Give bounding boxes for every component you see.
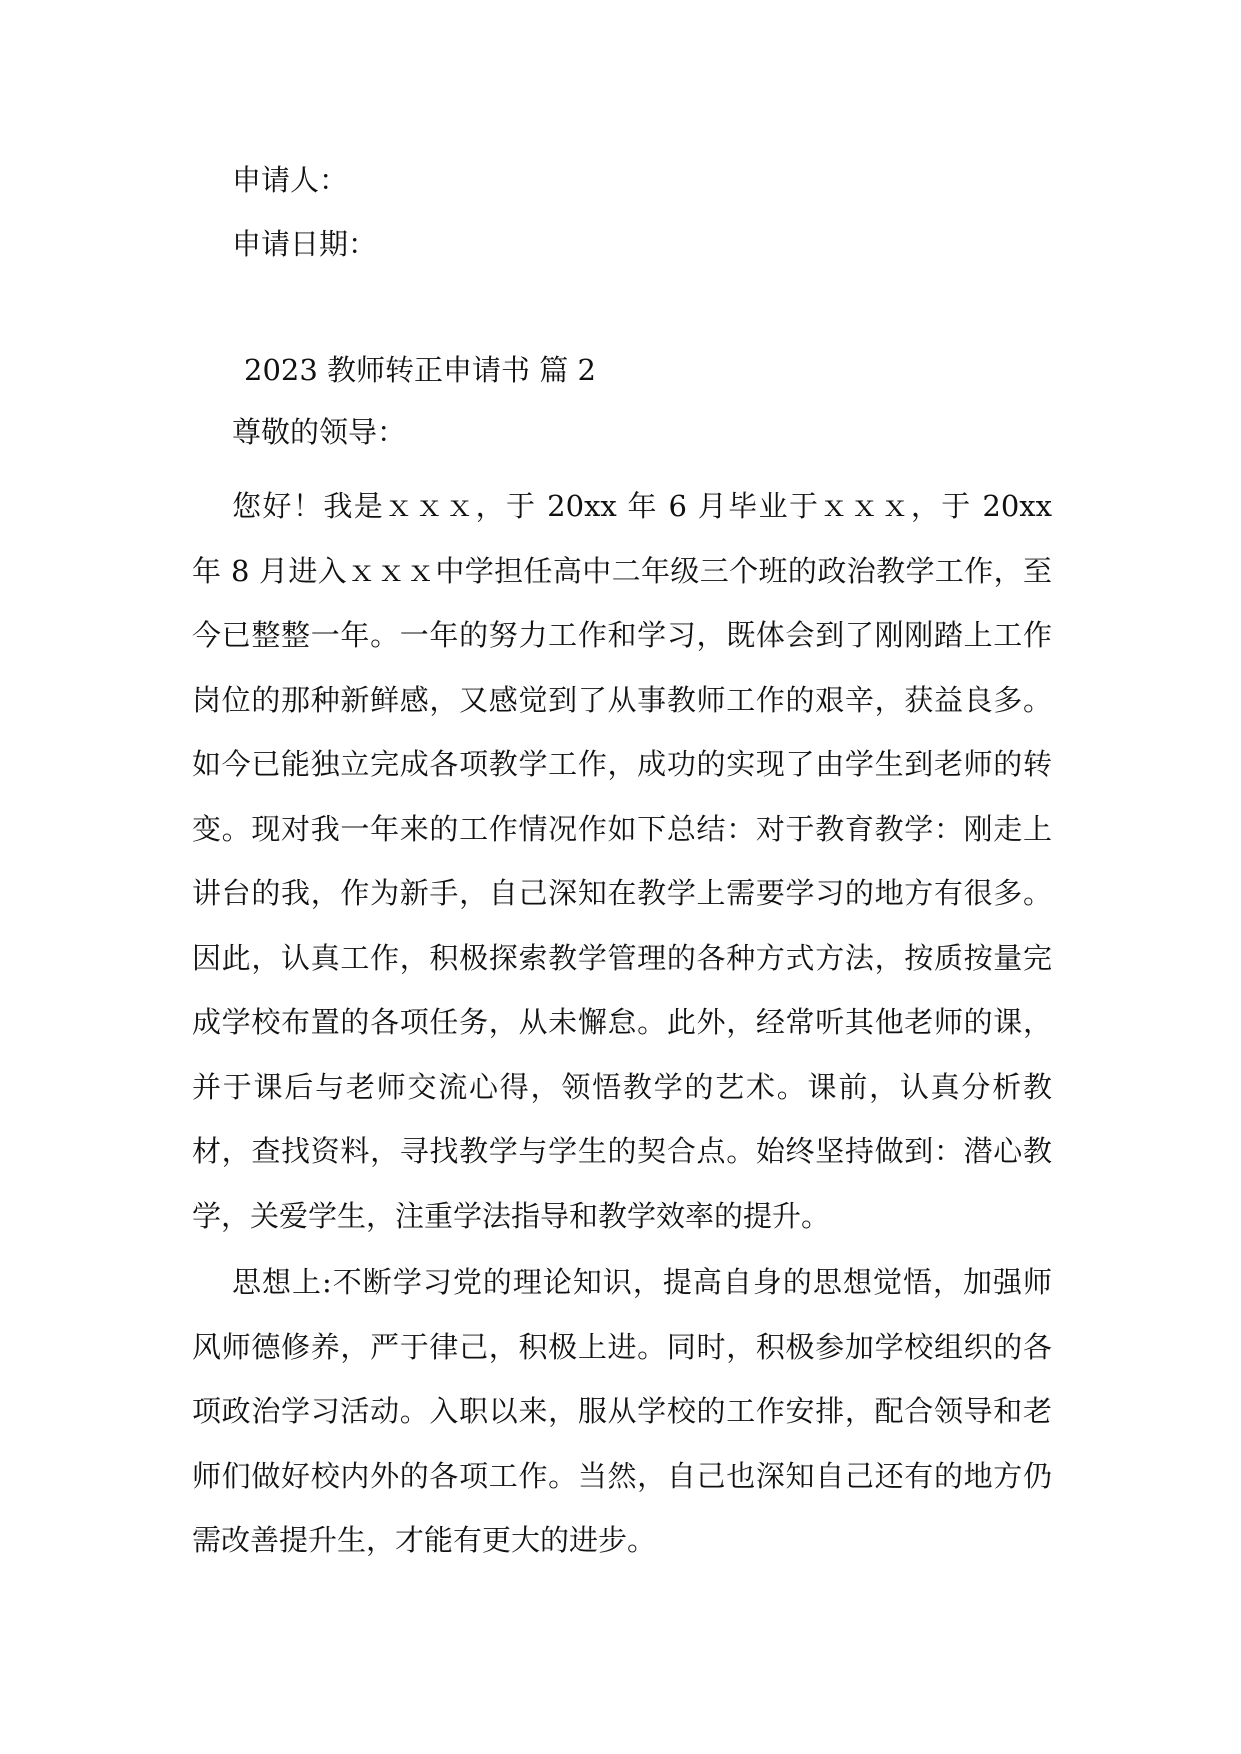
- applicant-label: 申请人：: [232, 163, 349, 197]
- document-body: [192, 160, 1052, 1575]
- letter-salutation: 尊敬的领导：: [232, 415, 407, 449]
- paragraph-work-summary: 您好！我是ｘｘｘ，于 20xx 年 6 月毕业于ｘｘｘ，于 20xx 年 8 月进入ｘｘｘ中学担任高中二年级三个班的政治教学工作，至今已整整一年。一年的努力工作和学习，既体会到了刚刚踏上工作岗位的那种新鲜感，又感觉到了从事教师工作的艰辛，获益良多。如今已能独立完成各项教学工作，成功的实现了由学生到老师的转变。现对我一年来的工作情况作如下总结：对于教育教学：刚走上讲台的我，作为新手，自己深知在教学上需要学习的地方有很多。因此，认真工作，积极探索教学管理的各种方式方法，按质按量完成学校布置的各项任务，从未懈怠。此外，经常听其他老师的课，并于课后与老师交流心得，领悟教学的艺术。课前，认真分析教材，查找资料，寻找教学与学生的契合点。始终坚持做到：潜心教学，关爱学生，注重学法指导和教学效率的提升。: [192, 489, 1052, 1233]
- letter-title: 2023 教师转正申请书 篇 2: [244, 353, 596, 387]
- application-date-label: 申请日期：: [232, 227, 378, 261]
- paragraph-ideology: 思想上:不断学习党的理论知识，提高自身的思想觉悟，加强师风师德修养，严于律己，积极上进。同时，积极参加学校组织的各项政治学习活动。入职以来，服从学校的工作安排，配合领导和老师们做好校内外的各项工作。当然，自己也深知自己还有的地方仍需改善提升生，才能有更大的进步。: [192, 1265, 1052, 1557]
